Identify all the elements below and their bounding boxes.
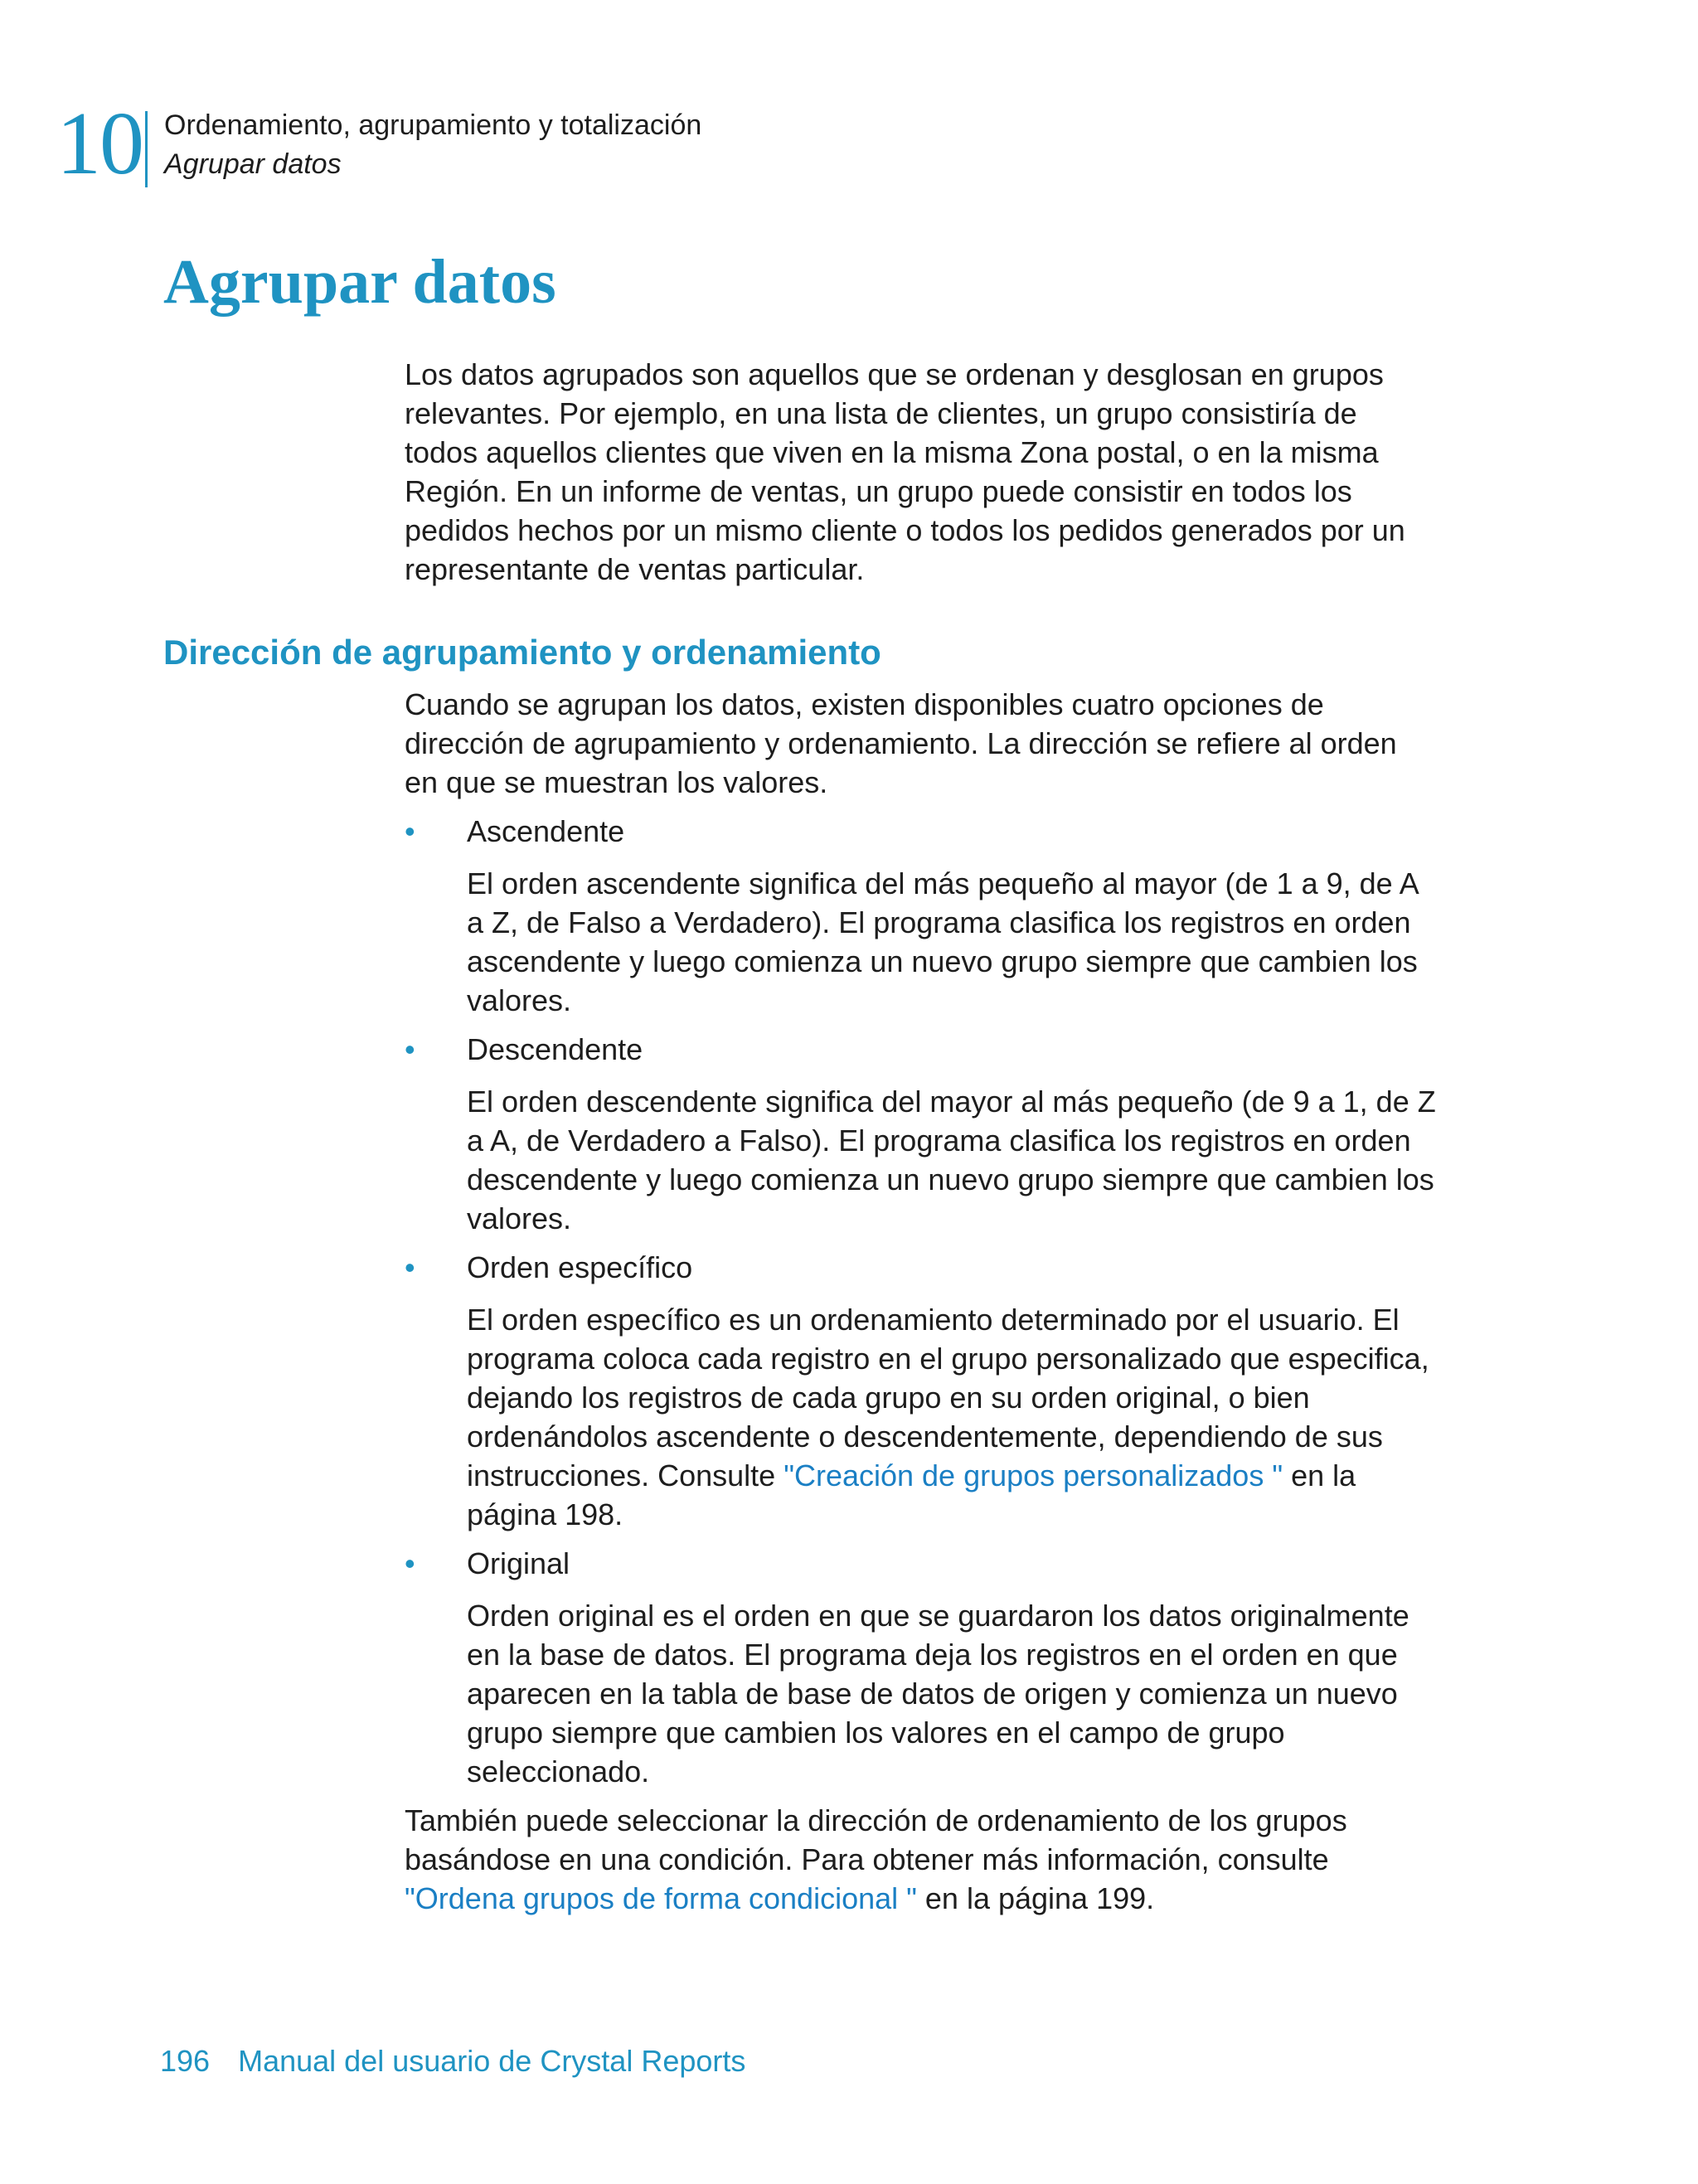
description-line: Orden original es el orden en que se guardaron los datos originalmente [467,1599,1409,1633]
description-line: a Z, de Falso a Verdadero). El programa clasifica los registros en orden [467,905,1411,939]
intro-line: pedidos hechos por un mismo cliente o todos los pedidos generados por un [405,513,1405,547]
description-line: El orden descendente significa del mayor al más pequeño (de 9 a 1, de Z [467,1085,1436,1119]
intro-line: representante de ventas particular. [405,552,865,586]
section-intro-line: dirección de agrupamiento y ordenamiento. La dirección se refiere al orden [405,726,1397,760]
closing-line: También puede seleccionar la dirección de ordenamiento de los grupos [405,1803,1347,1837]
intro-line: Los datos agrupados son aquellos que se ordenan y desglosan en grupos [405,357,1384,391]
section-intro-line: en que se muestran los valores. [405,765,828,799]
closing-line [405,1879,1532,1918]
option-description [467,1082,1532,1238]
intro-line: Región. En un informe de ventas, un grupo puede consistir en todos los [405,474,1352,508]
section-intro [405,685,1532,802]
option-description [467,864,1532,1020]
section-intro-line: Cuando se agrupan los datos, existen disponibles cuatro opciones de [405,687,1324,721]
intro-paragraph [405,355,1532,589]
list-item-orden-especifico [405,1248,1532,1534]
header-text [164,106,701,184]
description-line: seleccionado. [467,1754,650,1788]
intro-line: todos aquellos clientes que viven en la misma Zona postal, o en la misma [405,435,1379,469]
description-line: El orden específico es un ordenamiento determinado por el usuario. El [467,1303,1400,1337]
list-item-ascendente [405,812,1532,1020]
direction-options-list [405,812,1532,1791]
description-line: en la base de datos. El programa deja los registros en el orden en que [467,1638,1398,1672]
closing-suffix: en la página 199. [916,1881,1155,1915]
list-item-descendente [405,1030,1532,1238]
header-section-title: Agrupar datos [164,148,342,180]
description-line: a A, de Verdadero a Falso). El programa clasifica los registros en orden [467,1124,1411,1158]
bullet-icon: • [405,1546,415,1580]
description-line: programa coloca cada registro en el grupo personalizado que especifica, [467,1342,1429,1376]
description-line: ordenándolos ascendente o descendentemente, dependiendo de sus [467,1420,1383,1454]
description-line: dejando los registros de cada grupo en su orden original, o bien [467,1381,1310,1415]
page-title: Agrupar datos [163,247,556,317]
bullet-icon: • [405,1032,415,1066]
option-description [467,1596,1532,1791]
description-line: valores. [467,983,572,1017]
page-footer [160,2041,745,2080]
description-line [467,1456,1532,1495]
option-title: Descendente [467,1032,643,1066]
chapter-title: Ordenamiento, agrupamiento y totalización [164,109,702,141]
intro-line: relevantes. Por ejemplo, en una lista de clientes, un grupo consistiría de [405,396,1357,430]
link-suffix: en la [1283,1458,1356,1492]
description-line: grupo siempre que cambien los valores en el campo de grupo [467,1716,1285,1750]
description-line: ascendente y luego comienza un nuevo grupo siempre que cambien los [467,944,1418,978]
list-item-original [405,1544,1532,1791]
bullet-icon: • [405,1250,415,1284]
custom-groups-link[interactable]: "Creación de grupos personalizados " [784,1458,1283,1492]
conditional-sort-link[interactable]: "Ordena grupos de forma condicional " [405,1881,917,1915]
description-line: descendente y luego comienza un nuevo grupo siempre que cambien los [467,1162,1434,1196]
option-title: Original [467,1546,570,1580]
closing-paragraph [405,1801,1532,1918]
chapter-number: 10 [56,95,143,193]
bullet-icon: • [405,814,415,848]
closing-line: basándose en una condición. Para obtener más información, consulte [405,1842,1329,1876]
book-title: Manual del usuario de Crystal Reports [238,2044,746,2078]
description-line: aparecen en la tabla de base de datos de origen y comienza un nuevo [467,1677,1398,1711]
option-title: Ascendente [467,814,625,848]
description-line: valores. [467,1201,572,1235]
header-divider [145,111,148,187]
section-heading: Dirección de agrupamiento y ordenamiento [163,633,881,672]
link-prefix: instrucciones. Consulte [467,1458,784,1492]
description-line: página 198. [467,1497,623,1531]
page-number: 196 [160,2044,211,2078]
option-title: Orden específico [467,1250,693,1284]
section-body [405,685,1532,1918]
description-line: El orden ascendente significa del más pequeño al mayor (de 1 a 9, de A [467,866,1419,900]
option-description [467,1300,1532,1534]
